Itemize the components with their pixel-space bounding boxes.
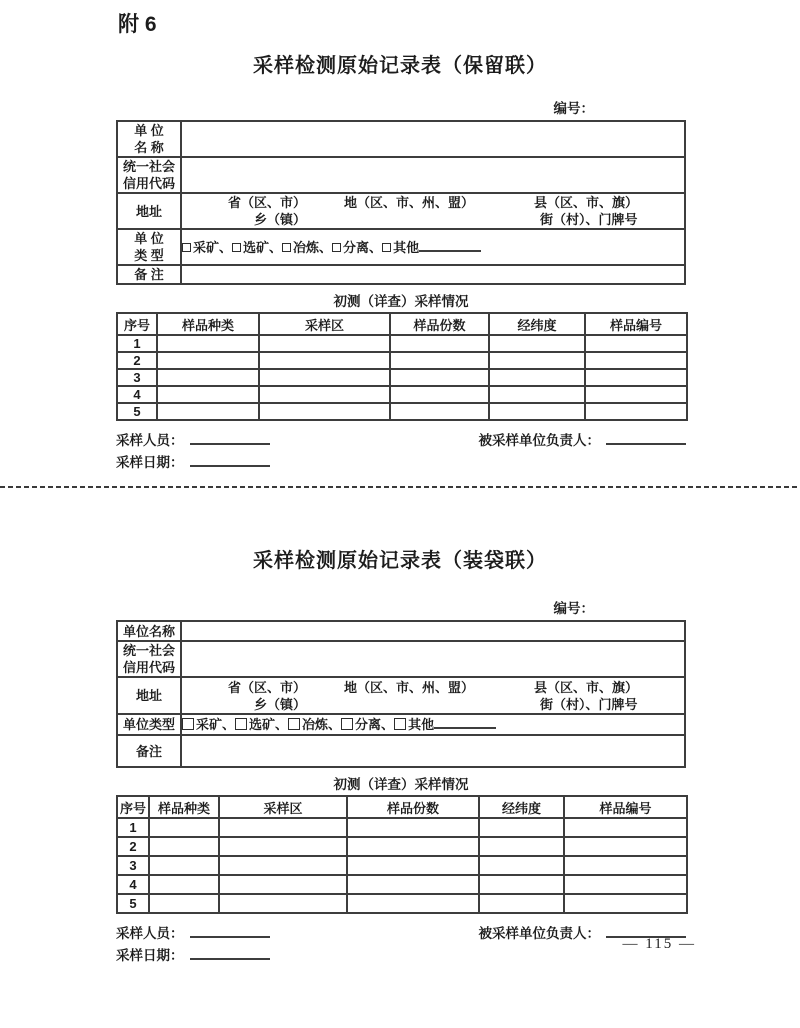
unit-name-label-2: 单位名称 xyxy=(117,621,181,641)
signature-block-1 xyxy=(116,430,686,474)
col-header-sample-type: 样品种类 xyxy=(157,313,259,335)
table-header-row xyxy=(117,796,687,818)
credit-code-value-cell-1 xyxy=(181,157,685,193)
address-cell-1 xyxy=(181,193,685,229)
table-row xyxy=(117,386,687,403)
empty-cell xyxy=(157,369,259,386)
option-separation: 分离、 xyxy=(355,717,395,732)
empty-cell xyxy=(157,335,259,352)
empty-cell xyxy=(489,403,585,420)
option-mining: 采矿、 xyxy=(196,717,236,732)
address-line-1 xyxy=(182,679,684,696)
remark-label-2: 备注 xyxy=(117,735,181,767)
option-other: 其他 xyxy=(393,239,420,255)
option-mining: 采矿、 xyxy=(193,239,233,255)
row-no: 1 xyxy=(117,335,157,352)
empty-cell xyxy=(479,875,564,894)
option-separation: 分离、 xyxy=(343,239,383,255)
empty-cell xyxy=(479,818,564,837)
number-line-2 xyxy=(116,597,686,617)
credit-code-label-line1: 统一社会 xyxy=(122,159,175,174)
address-county: 县（区、市、旗） xyxy=(534,195,639,210)
empty-cell xyxy=(347,856,479,875)
unit-type-label-2: 单位类型 xyxy=(117,714,181,735)
table-row xyxy=(117,641,685,677)
date-fill-blank xyxy=(190,947,270,960)
empty-cell xyxy=(219,856,347,875)
empty-cell xyxy=(390,403,489,420)
col-header-coordinates: 经纬度 xyxy=(489,313,585,335)
empty-cell xyxy=(390,335,489,352)
address-township: 乡（镇） xyxy=(254,212,307,227)
empty-cell xyxy=(219,875,347,894)
address-prefecture: 地（区、市、州、盟） xyxy=(344,679,475,695)
sampling-caption-1: 初测（详查）采样情况 xyxy=(333,294,469,309)
unit-name-label-line1: 单 位 xyxy=(134,123,164,138)
row-no: 1 xyxy=(117,818,149,837)
checkbox-icon xyxy=(182,243,191,252)
unit-name-value-cell-1 xyxy=(181,121,685,157)
col-header-sample-type: 样品种类 xyxy=(149,796,219,818)
checkbox-icon xyxy=(332,243,341,252)
empty-cell xyxy=(585,369,687,386)
empty-cell xyxy=(149,856,219,875)
sampling-date-label: 采样日期： xyxy=(116,455,184,470)
empty-cell xyxy=(347,875,479,894)
option-other: 其他 xyxy=(408,717,435,732)
credit-code-value-cell-2 xyxy=(181,641,685,677)
empty-cell xyxy=(564,875,687,894)
sampler-label: 采样人员： xyxy=(116,433,184,448)
address-label-1: 地址 xyxy=(117,193,181,229)
address-township: 乡（镇） xyxy=(254,696,307,712)
empty-cell xyxy=(347,818,479,837)
row-no: 2 xyxy=(117,352,157,369)
unit-type-label-1 xyxy=(117,229,181,265)
sampling-date-line xyxy=(116,452,270,474)
address-line-2 xyxy=(182,211,684,228)
empty-cell xyxy=(489,386,585,403)
empty-cell xyxy=(585,352,687,369)
empty-cell xyxy=(585,335,687,352)
unit-name-value-cell-2 xyxy=(181,621,685,641)
col-header-sample-count: 样品份数 xyxy=(347,796,479,818)
checkbox-icon xyxy=(232,243,241,252)
form-title-retained-copy: 采样检测原始记录表（保留联） xyxy=(253,55,547,77)
empty-cell xyxy=(489,335,585,352)
empty-cell xyxy=(259,369,390,386)
empty-cell xyxy=(259,335,390,352)
table-row xyxy=(117,621,685,641)
annex-label: 附 6 xyxy=(118,13,157,36)
table-row xyxy=(117,894,687,913)
empty-cell xyxy=(259,403,390,420)
sampling-date-line xyxy=(116,945,270,967)
signature-left-2 xyxy=(116,923,270,967)
empty-cell xyxy=(390,369,489,386)
table-row xyxy=(117,875,687,894)
unit-name-label-line2: 名 称 xyxy=(134,140,164,155)
empty-cell xyxy=(219,894,347,913)
remark-label-1: 备 注 xyxy=(117,265,181,284)
empty-cell xyxy=(564,894,687,913)
unit-type-options-1 xyxy=(181,229,685,265)
credit-code-label-2 xyxy=(117,641,181,677)
unit-head-fill-blank xyxy=(606,432,686,445)
sampling-table-2 xyxy=(116,795,688,914)
empty-cell xyxy=(564,856,687,875)
unit-type-label-line1: 单 位 xyxy=(134,231,164,246)
empty-cell xyxy=(479,837,564,856)
empty-cell xyxy=(157,386,259,403)
checkbox-icon xyxy=(288,718,300,730)
table-row xyxy=(117,193,685,229)
table-row xyxy=(117,714,685,735)
col-header-no: 序号 xyxy=(117,313,157,335)
table-row xyxy=(117,352,687,369)
col-header-sample-code: 样品编号 xyxy=(564,796,687,818)
sampler-line xyxy=(116,430,270,452)
checkbox-icon xyxy=(382,243,391,252)
col-header-sample-code: 样品编号 xyxy=(585,313,687,335)
checkbox-icon xyxy=(182,718,194,730)
credit-code-label-line2: 信用代码 xyxy=(122,176,175,191)
empty-cell xyxy=(259,352,390,369)
other-fill-blank xyxy=(419,239,481,252)
unit-name-label-1 xyxy=(117,121,181,157)
sampler-fill-blank xyxy=(190,432,270,445)
sampling-date-label: 采样日期： xyxy=(116,948,184,963)
empty-cell xyxy=(479,894,564,913)
col-header-coordinates: 经纬度 xyxy=(479,796,564,818)
unit-type-options-2 xyxy=(181,714,685,735)
table-row xyxy=(117,818,687,837)
address-line-2 xyxy=(182,696,684,713)
remark-value-cell-1 xyxy=(181,265,685,284)
other-fill-blank xyxy=(434,716,496,729)
row-no: 3 xyxy=(117,369,157,386)
table-row xyxy=(117,265,685,284)
empty-cell xyxy=(149,875,219,894)
unit-head-label: 被采样单位负责人： xyxy=(478,433,600,448)
empty-cell xyxy=(479,856,564,875)
tear-off-dashed-line xyxy=(0,486,800,488)
table-row xyxy=(117,735,685,767)
address-label-2: 地址 xyxy=(117,677,181,714)
empty-cell xyxy=(219,837,347,856)
address-cell-2 xyxy=(181,677,685,714)
address-line-1 xyxy=(182,194,684,211)
page-number: — 115 — xyxy=(622,936,696,952)
table-row xyxy=(117,229,685,265)
checkbox-icon xyxy=(394,718,406,730)
number-label-1: 编号： xyxy=(553,101,594,116)
empty-cell xyxy=(149,837,219,856)
unit-type-label-line2: 类 型 xyxy=(134,248,164,263)
address-street: 街（村）、门牌号 xyxy=(540,212,638,227)
col-header-sampling-area: 采样区 xyxy=(259,313,390,335)
empty-cell xyxy=(564,837,687,856)
row-no: 4 xyxy=(117,386,157,403)
remark-value-cell-2 xyxy=(181,735,685,767)
empty-cell xyxy=(149,894,219,913)
sampling-table-1 xyxy=(116,312,688,421)
row-no: 5 xyxy=(117,403,157,420)
signature-block-2 xyxy=(116,923,686,967)
table-row xyxy=(117,856,687,875)
sampling-caption-2: 初测（详查）采样情况 xyxy=(333,777,469,792)
address-prefecture: 地（区、市、州、盟） xyxy=(344,195,475,210)
row-no: 5 xyxy=(117,894,149,913)
table-header-row xyxy=(117,313,687,335)
empty-cell xyxy=(157,352,259,369)
empty-cell xyxy=(489,369,585,386)
form-title-bagging-copy: 采样检测原始记录表（装袋联） xyxy=(253,550,547,572)
col-header-no: 序号 xyxy=(117,796,149,818)
table-row xyxy=(117,335,687,352)
checkbox-icon xyxy=(282,243,291,252)
empty-cell xyxy=(585,386,687,403)
signature-right-1 xyxy=(479,430,687,474)
empty-cell xyxy=(390,352,489,369)
empty-cell xyxy=(347,894,479,913)
option-beneficiation: 选矿、 xyxy=(243,239,283,255)
option-smelting: 冶炼、 xyxy=(293,239,333,255)
date-fill-blank xyxy=(190,454,270,467)
credit-code-label-1 xyxy=(117,157,181,193)
credit-code-label-line2: 信用代码 xyxy=(122,660,175,675)
row-no: 2 xyxy=(117,837,149,856)
option-smelting: 冶炼、 xyxy=(302,717,342,732)
empty-cell xyxy=(347,837,479,856)
table-row xyxy=(117,369,687,386)
empty-cell xyxy=(157,403,259,420)
empty-cell xyxy=(564,818,687,837)
number-label-2: 编号： xyxy=(553,601,594,616)
sampler-line xyxy=(116,923,270,945)
unit-head-label: 被采样单位负责人： xyxy=(478,926,600,941)
number-line-1 xyxy=(116,97,686,117)
empty-cell xyxy=(259,386,390,403)
table-row xyxy=(117,677,685,714)
col-header-sampling-area: 采样区 xyxy=(219,796,347,818)
table-row xyxy=(117,121,685,157)
unit-info-table-1 xyxy=(116,120,686,285)
signature-left-1 xyxy=(116,430,270,474)
checkbox-icon xyxy=(235,718,247,730)
sampler-label: 采样人员： xyxy=(116,926,184,941)
row-no: 4 xyxy=(117,875,149,894)
empty-cell xyxy=(489,352,585,369)
address-county: 县（区、市、旗） xyxy=(534,679,639,695)
checkbox-icon xyxy=(341,718,353,730)
row-no: 3 xyxy=(117,856,149,875)
table-row xyxy=(117,157,685,193)
address-province: 省（区、市） xyxy=(228,195,307,210)
table-row xyxy=(117,837,687,856)
col-header-sample-count: 样品份数 xyxy=(390,313,489,335)
address-street: 街（村）、门牌号 xyxy=(540,696,638,712)
empty-cell xyxy=(585,403,687,420)
sampler-fill-blank xyxy=(190,925,270,938)
address-province: 省（区、市） xyxy=(228,679,307,695)
empty-cell xyxy=(149,818,219,837)
table-row xyxy=(117,403,687,420)
unit-info-table-2 xyxy=(116,620,686,768)
option-beneficiation: 选矿、 xyxy=(249,717,289,732)
credit-code-label-line1: 统一社会 xyxy=(122,643,175,658)
empty-cell xyxy=(390,386,489,403)
empty-cell xyxy=(219,818,347,837)
